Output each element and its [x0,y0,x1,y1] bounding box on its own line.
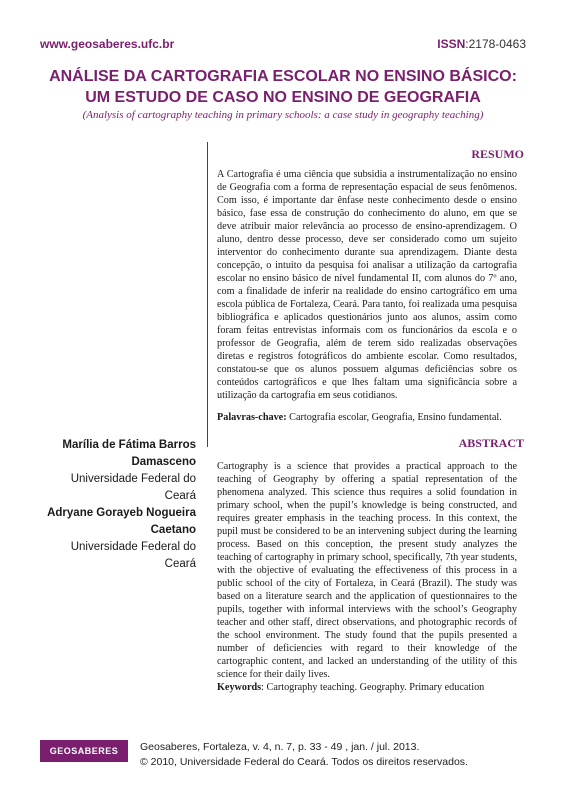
keywords-label: Keywords [217,682,262,693]
issn-value: :2178-0463 [465,37,526,51]
abstract-text: Cartography is a science that provides a practical approach to the teaching of Geography by offering a spatial representation of the phenomena analyzed. This science thus requires a solid foundation in primary school, when the pupil’s knowledge is being constructed, and requires greater emphasis in the teaching process. In this context, the pupil must be considered to be an intervening subject during the learning process. Based on this conception, the present study analyzes the teaching of cartography in primary school, specifically, 7th year students, with the objective of evaluating the effectiveness of this process in a public school of the city of Fortaleza, in Ceará (Brazil). The study was based on a literature search and the application of questionnaires to the pupils, together with informal interviews with the school’s Geography teacher and other staff, direct observations, and photographic records of the school environment. The study found that the pupils presented a number of deficiencies with regard to their knowledge of the cartographic content, and lacked an understanding of the utility of this science for their daily lives. [217,461,517,680]
footer [140,740,468,770]
geosaberes-logo: GEOSABERES [40,740,128,762]
keywords [217,682,517,693]
issn [437,37,526,51]
author-name: Adryane Gorayeb Nogueira [47,507,196,519]
palavras-chave-text: Cartografia escolar, Geografia, Ensino fundamental. [286,412,502,423]
author-name: Marília de Fátima Barros [62,439,196,451]
article-subtitle: (Analysis of cartography teaching in primary schools: a case study in geography teaching) [82,109,484,121]
palavras-chave-label: Palavras-chave: [217,412,287,423]
article-title: ANÁLISE DA CARTOGRAFIA ESCOLAR NO ENSINO BÁSICO: UM ESTUDO DE CASO NO ENSINO DE GEOGRAFIA [49,68,517,106]
author-name: Damasceno [131,456,196,468]
footer-citation: Geosaberes, Fortaleza, v. 4, n. 7, p. 33 - 49 , jan. / jul. 2013. [140,741,420,753]
author-affiliation: Universidade Federal do Ceará [70,541,196,570]
resumo-divider [207,142,208,447]
author-affiliation: Universidade Federal do Ceará [70,473,196,502]
resumo-heading: RESUMO [471,147,524,161]
resumo-text: A Cartografia é uma ciência que subsidia a instrumentalização no ensino de Geografia com a forma de representação espacial de seus fenômenos. Com isso, é importante dar ênfase neste conhecimento desde o ensino básico, fase essa de construção do conhecimento do aluno, em que se deve atribuir maior relevância ao processo de ensino-aprendizagem. O aluno, dentro desse processo, deve ser considerado como um sujeito interventor do conhecimento durante sua aprendizagem. Diante desta concepção, o intuito da pesquisa foi analisar a utilização da cartografia escolar no ensino básico de nível fundamental II, com alunos do 7º ano, com a finalidade de inferir na realidade do ensino cartográfico em uma escola pública de Fortaleza, Ceará. Para tanto, foi realizada uma pesquisa bibliográfica e aplicados questionários junto aos alunos, assim como foram feitas entrevistas informais com os funcionários da escola e o professor de Geografia, além de terem sido realizadas observações diretas e registros fotográficos do ambiente escolar. Como resultados, constatou-se que os alunos possuem algumas deficiências sobre os conteúdos cartográficos e que lhes faltam uma significância sobre a utilização da cartografia em seus cotidianos. [217,169,517,401]
author-block [40,437,196,573]
author-name: Caetano [150,524,196,536]
footer-copyright: © 2010, Universidade Federal do Ceará. Todos os direitos reservados. [140,756,468,768]
issn-label: ISSN [437,37,466,51]
palavras-chave [217,412,517,423]
abstract-heading: ABSTRACT [458,436,524,450]
journal-website[interactable]: www.geosaberes.ufc.br [40,37,175,51]
keywords-text: : Cartography teaching. Geography. Primary education [261,682,485,693]
